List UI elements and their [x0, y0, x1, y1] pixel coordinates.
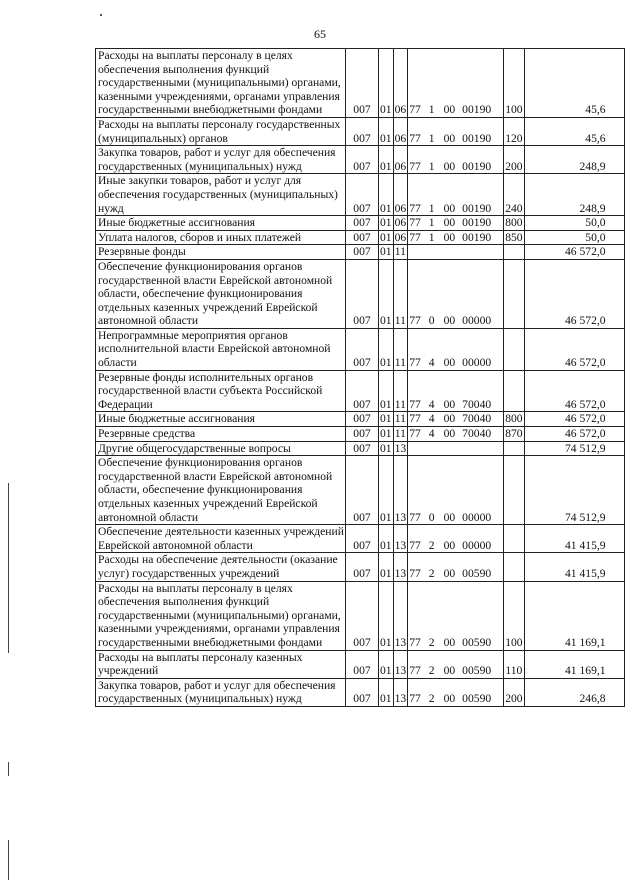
- expense-type-cell: [504, 245, 524, 260]
- admin-code-cell: 007: [346, 581, 379, 650]
- target-article-part: 4: [428, 397, 435, 411]
- expense-type-cell: [504, 370, 524, 412]
- expense-type-cell: [504, 441, 524, 456]
- target-article-part: 00: [443, 412, 456, 426]
- table-body: [96, 49, 625, 707]
- target-article-part: 77: [409, 356, 421, 370]
- subsection-cell: 13: [393, 525, 408, 553]
- scan-speck: [100, 14, 102, 16]
- expense-type-cell: 200: [504, 146, 524, 174]
- expense-type-cell: [504, 259, 524, 328]
- target-article-part: 2: [428, 692, 435, 706]
- target-article-cell: [408, 216, 504, 231]
- target-article-part: 00: [443, 356, 456, 370]
- target-article-part: 00: [443, 692, 456, 706]
- subsection-cell: 11: [393, 259, 408, 328]
- target-article-part: 70040: [462, 427, 492, 441]
- table-row: [96, 117, 625, 145]
- section-cell: 01: [380, 412, 392, 426]
- section-cell: 01: [379, 117, 394, 145]
- target-article-part: 00000: [462, 314, 492, 328]
- subsection-cell: 11: [394, 412, 406, 426]
- amount-cell: 46 572,0: [524, 259, 624, 328]
- target-article-part: 00590: [462, 635, 492, 649]
- target-article-part: 77: [409, 538, 421, 552]
- target-article-cell: [408, 441, 504, 456]
- target-article-part: 77: [409, 510, 421, 524]
- row-name-cell: Расходы на обеспечение деятельности (оказание услуг) государственных учреждений: [96, 553, 346, 581]
- amount-cell: 50,0: [524, 230, 624, 245]
- expense-type-cell: 100: [504, 49, 524, 118]
- admin-code-cell: 007: [346, 678, 379, 706]
- target-article-cell: [408, 117, 504, 145]
- target-article-part: 00590: [462, 566, 492, 580]
- admin-code-cell: 007: [346, 650, 379, 678]
- table-row: [96, 328, 625, 370]
- subsection-cell: 11: [394, 427, 406, 441]
- target-article-part: 4: [428, 356, 435, 370]
- table-row: [96, 581, 625, 650]
- budget-table: [95, 48, 625, 707]
- target-article-part: 00590: [462, 664, 492, 678]
- target-article-part: 2: [428, 664, 435, 678]
- admin-code-cell: 007: [346, 370, 379, 412]
- table-row: [96, 525, 625, 553]
- target-article-part: 77: [409, 230, 421, 244]
- target-article-part: 00000: [462, 538, 492, 552]
- target-article-cell: [408, 553, 504, 581]
- section-cell: 01: [379, 553, 394, 581]
- target-article-cell: [408, 650, 504, 678]
- amount-cell: 41 415,9: [524, 553, 624, 581]
- amount-cell: 46 572,0: [524, 427, 624, 442]
- subsection-cell: 13: [393, 553, 408, 581]
- expense-type-cell: [504, 328, 524, 370]
- amount-cell: 46 572,0: [524, 370, 624, 412]
- expense-type-cell: 120: [504, 117, 524, 145]
- target-article-cell: [408, 370, 504, 412]
- target-article-part: 4: [428, 427, 435, 441]
- expense-type-cell: 100: [504, 581, 524, 650]
- row-name-cell: Обеспечение деятельности казенных учреждений Еврейской автономной области: [96, 525, 346, 553]
- expense-type-cell: 800: [505, 216, 523, 230]
- row-name-cell: Другие общегосударственные вопросы: [96, 441, 346, 456]
- section-cell: 01: [380, 441, 392, 455]
- subsection-cell: 13: [393, 581, 408, 650]
- target-article-part: 00: [443, 538, 456, 552]
- target-article-part: 77: [409, 216, 421, 230]
- table-row: [96, 441, 625, 456]
- subsection-cell: 13: [393, 650, 408, 678]
- row-name-cell: Расходы на выплаты персоналу государственных (муниципальных) органов: [96, 117, 346, 145]
- section-cell: 01: [380, 245, 392, 259]
- admin-code-cell: 007: [346, 427, 379, 442]
- target-article-part: 00190: [462, 216, 492, 230]
- section-cell: 01: [380, 230, 392, 244]
- amount-cell: 45,6: [524, 49, 624, 118]
- admin-code-cell: 007: [346, 146, 379, 174]
- expense-type-cell: 110: [504, 650, 524, 678]
- row-name-cell: Уплата налогов, сборов и иных платежей: [96, 230, 346, 245]
- amount-cell: 46 572,0: [524, 412, 624, 427]
- amount-cell: 248,9: [524, 146, 624, 174]
- target-article-part: 00: [443, 159, 456, 173]
- target-article-cell: [408, 678, 504, 706]
- expense-type-cell: [504, 525, 524, 553]
- target-article-part: 77: [409, 159, 421, 173]
- expense-type-cell: 870: [505, 427, 523, 441]
- target-article-part: 00: [443, 397, 456, 411]
- target-article-part: 77: [409, 635, 421, 649]
- target-article-part: 00: [443, 131, 456, 145]
- target-article-part: 00190: [462, 103, 492, 117]
- margin-mark: [8, 840, 9, 880]
- target-article-part: 2: [428, 635, 435, 649]
- table-row: [96, 553, 625, 581]
- amount-cell: 74 512,9: [524, 456, 624, 525]
- subsection-cell: 13: [393, 456, 408, 525]
- subsection-cell: 06: [393, 117, 408, 145]
- margin-mark: [8, 762, 9, 776]
- target-article-part: 00190: [462, 230, 492, 244]
- amount-cell: 248,9: [524, 174, 624, 216]
- table-row: [96, 678, 625, 706]
- amount-cell: 246,8: [524, 678, 624, 706]
- expense-type-cell: 800: [505, 412, 523, 426]
- section-cell: 01: [379, 174, 394, 216]
- target-article-part: 00190: [462, 131, 492, 145]
- section-cell: 01: [379, 259, 394, 328]
- subsection-cell: 13: [393, 678, 408, 706]
- section-cell: 01: [379, 146, 394, 174]
- target-article-part: 77: [409, 131, 421, 145]
- expense-type-cell: [504, 553, 524, 581]
- target-article-part: 00000: [462, 510, 492, 524]
- target-article-part: 70040: [462, 412, 492, 426]
- section-cell: 01: [379, 328, 394, 370]
- section-cell: 01: [379, 525, 394, 553]
- target-article-part: 1: [428, 216, 435, 230]
- admin-code-cell: 007: [346, 259, 379, 328]
- row-name-cell: Непрограммные мероприятия органов исполнительной власти Еврейской автономной области: [96, 328, 346, 370]
- target-article-part: 1: [428, 159, 435, 173]
- row-name-cell: Резервные фонды исполнительных органов государственной власти субъекта Российской Федерации: [96, 370, 346, 412]
- target-article-cell: [408, 525, 504, 553]
- target-article-part: 00: [443, 230, 456, 244]
- amount-cell: 41 169,1: [524, 650, 624, 678]
- table-row: [96, 456, 625, 525]
- row-name-cell: Закупка товаров, работ и услуг для обеспечения государственных (муниципальных) нужд: [96, 678, 346, 706]
- target-article-part: 00: [443, 103, 456, 117]
- subsection-cell: 11: [393, 328, 408, 370]
- table-row: [96, 230, 625, 245]
- section-cell: 01: [380, 216, 392, 230]
- admin-code-cell: 007: [346, 245, 379, 260]
- row-name-cell: Обеспечение функционирования органов государственной власти Еврейской автономной области, обеспечение функционирования отдельных казенных учреждений Еврейской автономной области: [96, 456, 346, 525]
- target-article-cell: [408, 456, 504, 525]
- target-article-cell: [408, 412, 504, 427]
- subsection-cell: 06: [394, 230, 407, 244]
- subsection-cell: 06: [393, 174, 408, 216]
- target-article-part: 4: [428, 412, 435, 426]
- target-article-part: 00: [443, 314, 456, 328]
- expense-type-cell: 850: [505, 230, 523, 244]
- row-name-cell: Иные бюджетные ассигнования: [96, 216, 346, 231]
- target-article-cell: [408, 427, 504, 442]
- target-article-part: 77: [409, 692, 421, 706]
- section-cell: 01: [379, 370, 394, 412]
- target-article-part: 0: [428, 314, 435, 328]
- target-article-cell: [408, 146, 504, 174]
- target-article-cell: [408, 328, 504, 370]
- table-row: [96, 174, 625, 216]
- page-number: 65: [314, 27, 326, 41]
- amount-cell: 46 572,0: [524, 328, 624, 370]
- amount-cell: 46 572,0: [524, 245, 624, 260]
- target-article-part: 0: [428, 510, 435, 524]
- row-name-cell: Расходы на выплаты персоналу в целях обеспечения выполнения функций государственными (муниципальными) органами, казенными учреждениями, органами управления государственными внебюджетными фондами: [96, 581, 346, 650]
- expense-type-cell: 240: [504, 174, 524, 216]
- table-row: [96, 370, 625, 412]
- target-article-part: 77: [409, 103, 421, 117]
- table-row: [96, 412, 625, 427]
- admin-code-cell: 007: [346, 525, 379, 553]
- subsection-cell: 11: [394, 245, 406, 259]
- table-row: [96, 259, 625, 328]
- target-article-part: 1: [428, 103, 435, 117]
- section-cell: 01: [379, 650, 394, 678]
- section-cell: 01: [379, 678, 394, 706]
- target-article-part: 00190: [462, 201, 492, 215]
- table-row: [96, 650, 625, 678]
- admin-code-cell: 007: [346, 456, 379, 525]
- row-name-cell: Расходы на выплаты персоналу в целях обеспечения выполнения функций государственными (муниципальными) органами, казенными учреждениями, органами управления государственными внебюджетными фондами: [96, 49, 346, 118]
- target-article-cell: [408, 245, 504, 260]
- admin-code-cell: 007: [346, 328, 379, 370]
- margin-mark: [8, 483, 9, 653]
- amount-cell: 50,0: [524, 216, 624, 231]
- section-cell: 01: [379, 581, 394, 650]
- target-article-part: 1: [428, 230, 435, 244]
- expense-type-cell: 200: [504, 678, 524, 706]
- row-name-cell: Иные бюджетные ассигнования: [96, 412, 346, 427]
- expense-type-cell: [504, 456, 524, 525]
- target-article-part: 77: [409, 664, 421, 678]
- target-article-part: 00: [443, 566, 456, 580]
- admin-code-cell: 007: [346, 117, 379, 145]
- target-article-part: 00: [443, 510, 456, 524]
- target-article-cell: [408, 581, 504, 650]
- table-row: [96, 146, 625, 174]
- section-cell: 01: [380, 427, 392, 441]
- subsection-cell: 06: [394, 216, 407, 230]
- target-article-part: 1: [428, 131, 435, 145]
- target-article-part: 1: [428, 201, 435, 215]
- table-row: [96, 216, 625, 231]
- target-article-cell: [408, 49, 504, 118]
- row-name-cell: Расходы на выплаты персоналу казенных учреждений: [96, 650, 346, 678]
- target-article-part: 00190: [462, 159, 492, 173]
- row-name-cell: Закупка товаров, работ и услуг для обеспечения государственных (муниципальных) нужд: [96, 146, 346, 174]
- target-article-part: 77: [409, 427, 421, 441]
- target-article-part: 00590: [462, 692, 492, 706]
- target-article-part: 77: [409, 201, 421, 215]
- row-name-cell: Резервные средства: [96, 427, 346, 442]
- admin-code-cell: 007: [346, 49, 379, 118]
- subsection-cell: 06: [393, 49, 408, 118]
- amount-cell: 41 169,1: [524, 581, 624, 650]
- row-name-cell: Иные закупки товаров, работ и услуг для обеспечения государственных (муниципальных) нужд: [96, 174, 346, 216]
- amount-cell: 74 512,9: [524, 441, 624, 456]
- target-article-part: 00: [443, 664, 456, 678]
- target-article-part: 2: [428, 566, 435, 580]
- admin-code-cell: 007: [346, 553, 379, 581]
- section-cell: 01: [379, 456, 394, 525]
- target-article-part: 00: [443, 635, 456, 649]
- target-article-cell: [408, 174, 504, 216]
- admin-code-cell: 007: [346, 230, 379, 245]
- subsection-cell: 13: [394, 441, 407, 455]
- subsection-cell: 11: [393, 370, 408, 412]
- admin-code-cell: 007: [346, 412, 379, 427]
- target-article-part: 2: [428, 538, 435, 552]
- amount-cell: 45,6: [524, 117, 624, 145]
- target-article-cell: [408, 230, 504, 245]
- table-row: [96, 245, 625, 260]
- target-article-part: 77: [409, 566, 421, 580]
- table-row: [96, 427, 625, 442]
- amount-cell: 41 415,9: [524, 525, 624, 553]
- target-article-part: 00: [443, 201, 456, 215]
- row-name-cell: Резервные фонды: [96, 245, 346, 260]
- target-article-part: 00: [443, 427, 456, 441]
- admin-code-cell: 007: [346, 441, 379, 456]
- admin-code-cell: 007: [346, 174, 379, 216]
- target-article-part: 00000: [462, 356, 492, 370]
- target-article-cell: [408, 259, 504, 328]
- target-article-part: 77: [409, 412, 421, 426]
- admin-code-cell: 007: [346, 216, 379, 231]
- target-article-part: 70040: [462, 397, 492, 411]
- target-article-part: 77: [409, 314, 421, 328]
- row-name-cell: Обеспечение функционирования органов государственной власти Еврейской автономной области, обеспечение функционирования отдельных казенных учреждений Еврейской автономной области: [96, 259, 346, 328]
- target-article-part: 77: [409, 397, 421, 411]
- section-cell: 01: [379, 49, 394, 118]
- target-article-part: 00: [443, 216, 456, 230]
- subsection-cell: 06: [393, 146, 408, 174]
- table-row: [96, 49, 625, 118]
